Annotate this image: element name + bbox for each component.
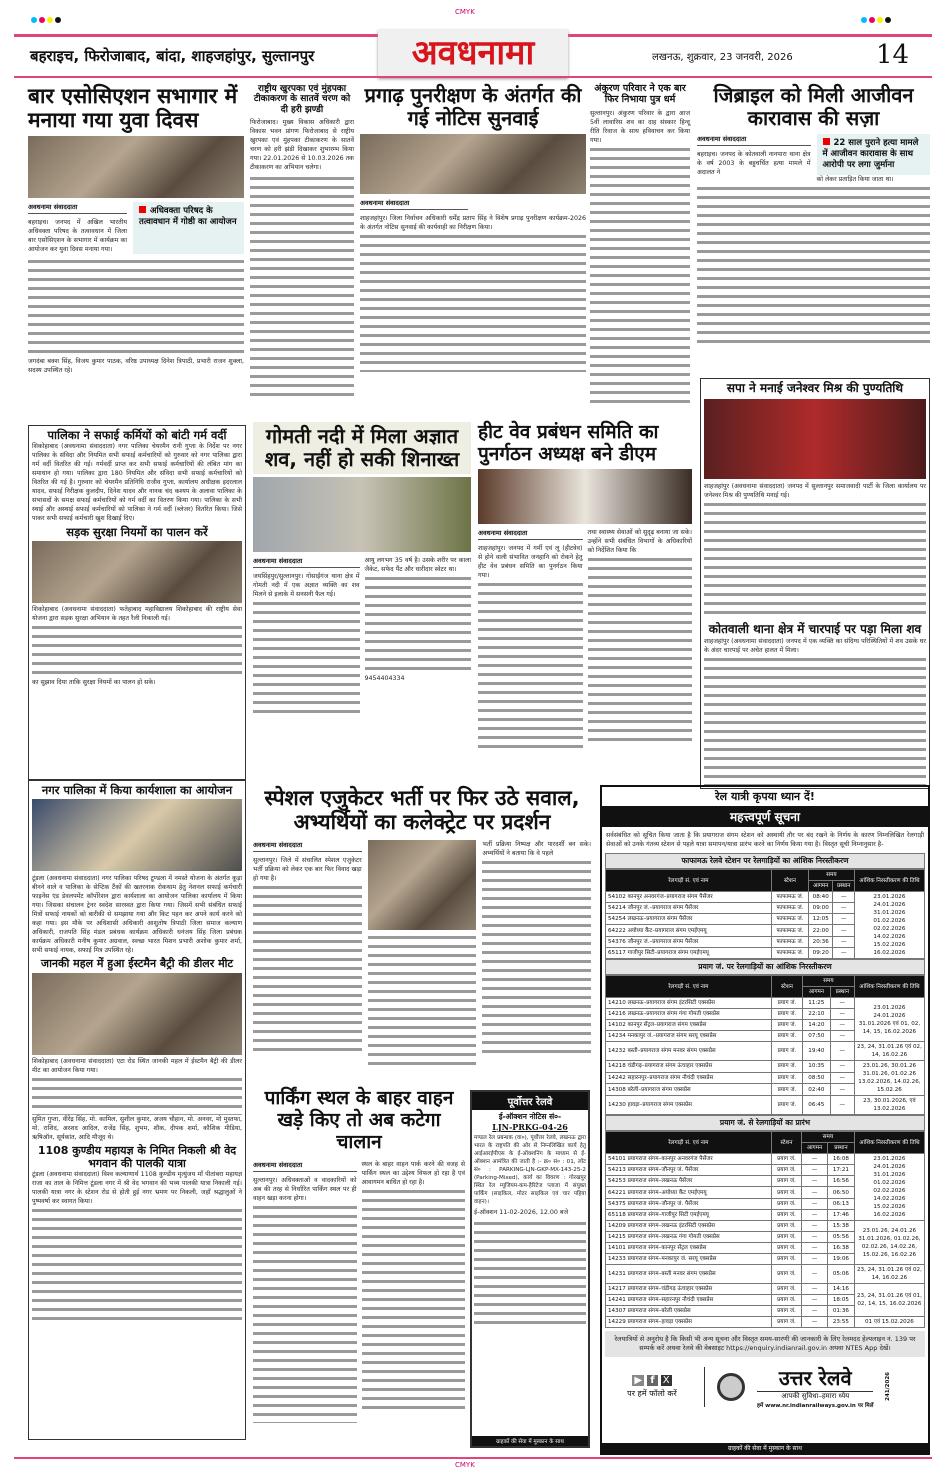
- article-lead: शाहजहांपुर। जिला निर्वाचन अधिकारी धर्मेंद्र प्रताप सिंह ने विशेष प्रगाढ़ पुनरीक्षण कार्यक्रम-2026 के अंतर्गत नोटिस सुनवाई की कार्यवाही का निरीक्षण किया।: [360, 215, 586, 231]
- train-name: 14215 प्रयागराज संगम–लखनऊ गंगा गोमती एक्सप्रेस: [606, 1232, 772, 1243]
- departure: 05:06: [827, 1265, 854, 1284]
- ner-date: ई-ऑक्शन 11-02-2026, 12.00 बजे: [474, 1209, 569, 1216]
- headline: सपा ने मनाई जनेश्वर मिश्र की पुण्यतिथि: [726, 381, 904, 395]
- station: फाफामऊ जं.: [771, 914, 808, 925]
- col-date: आंशिक निरस्तीकरण की तिथि: [854, 870, 924, 892]
- departure: —: [830, 1084, 854, 1096]
- train-name: 14231 प्रयागराज संगम–बस्ती मनवर संगम एक्सप्रेस: [606, 1265, 772, 1284]
- article-lead: शाहजहांपुर (अवधनामा संवाददाता) जनपद में एक व्यक्ति का संदिग्ध परिस्थितियों में शव उसके घर के अंदर चारपाई पर अचेत हालत में मिला।: [704, 637, 926, 654]
- article-text: को लेकर प्रताड़ित किया जाता था।: [816, 176, 894, 184]
- station: फाफामऊ जं.: [771, 892, 808, 903]
- table-row: [606, 1096, 925, 1115]
- ner-notice: ई-ऑक्शन नोटिस सं०-: [498, 1112, 562, 1121]
- masthead-logo: [378, 30, 568, 78]
- table-row: [606, 892, 925, 903]
- train-name: 54376 जौनपुर जं.–प्रयागराज संगम पैसेंजर: [606, 936, 772, 947]
- cancel-dates: 01 एवं 15.02.2026: [854, 1317, 924, 1328]
- station: प्रयाग जं.: [771, 1031, 802, 1042]
- article-text: स्थल के बाहर वाहन पार्क करने की वजह से पार्किंग स्थल का उद्देश्य विफल हो रहा है एवं आवागमन बाधित हो रहा है।: [361, 1160, 465, 1186]
- station: प्रयाग जं.: [771, 1221, 801, 1232]
- train-table: [605, 869, 925, 959]
- article-life-sentence: [697, 84, 930, 344]
- headline: स्पेशल एजुकेटर भर्ती पर फिर उठे सवाल, अभ्यर्थियों का कलेक्ट्रेट पर प्रदर्शन: [264, 786, 580, 835]
- facebook-icon[interactable]: f: [647, 1375, 657, 1386]
- ner-title: पूर्वोत्तर रेलवे: [472, 1092, 588, 1110]
- departure: 15:38: [827, 1221, 854, 1232]
- byline: अवधनामा संवाददाता: [28, 202, 127, 214]
- table-row: [606, 1221, 925, 1232]
- color-dots: [860, 8, 892, 27]
- station: प्रयाग जं.: [771, 1254, 801, 1265]
- ner-auction-ad: [470, 1090, 590, 1448]
- train-name: 14308 बरेली–प्रयागराज संगम एक्सप्रेस: [606, 1084, 772, 1096]
- headline: प्रगाढ़ पुनरीक्षण के अंतर्गत की गई नोटिस सुनवाई: [364, 83, 582, 130]
- article-lead: सुल्तानपुर। अंकुरण परिवार के द्वारा आज 5वीं लावारिस शव का दाह संस्कार हिन्दू रीति रिवाज के साथ हविवाचन कर किया गया।: [590, 109, 690, 144]
- article-text: तथा स्वास्थ्य सेवाओं को सुदृढ़ बनाया जा सके। उन्होंने सभी संबंधित विभागों के अधिकारियों को निर्देशित किया कि: [587, 528, 692, 554]
- train-name: 54101 प्रयागराज संगम–कानपुर अनवरगंज पैसेंजर: [606, 1154, 772, 1165]
- col-station: स्टेशन: [771, 1132, 801, 1154]
- tagline: आपकी सुविधा–हमारा ध्येय: [781, 1392, 850, 1400]
- arrival: 22:00: [808, 925, 833, 936]
- arrival: 06:45: [803, 1096, 831, 1115]
- station: प्रयाग जं.: [771, 1020, 802, 1031]
- departure: 19:06: [827, 1254, 854, 1265]
- article-workshop: [28, 780, 246, 1440]
- station: प्रयाग जं.: [771, 1209, 801, 1220]
- departure: —: [830, 1020, 854, 1031]
- table-row: [606, 998, 925, 1009]
- departure: —: [833, 936, 854, 947]
- arrival: —: [802, 1284, 828, 1295]
- station: प्रयाग जं.: [771, 1096, 802, 1115]
- col-departure: प्रस्थान: [830, 987, 854, 998]
- departure: —: [833, 892, 854, 903]
- col-time: समय: [802, 1132, 855, 1143]
- print-mark-top: CMYK: [455, 8, 475, 16]
- arrival: —: [802, 1254, 828, 1265]
- station: प्रयाग जं.: [771, 1154, 801, 1165]
- departure: 06:13: [827, 1198, 854, 1209]
- departure: —: [833, 947, 854, 958]
- departure: —: [830, 1072, 854, 1084]
- table-row: [606, 1265, 925, 1284]
- headline: पालिका ने सफाई कर्मियों को बांटी गर्म वर्दी: [47, 428, 227, 442]
- station: प्रयाग जं.: [771, 1243, 801, 1254]
- table-row: [606, 1042, 925, 1061]
- x-icon[interactable]: X: [662, 1374, 670, 1386]
- phone-number: 9454404334: [364, 675, 405, 682]
- train-name: 14232 बस्ती–प्रयागराज संगम मनवर संगम एक्सप्रेस: [606, 1042, 772, 1061]
- train-name: 54102 कानपुर अनवरगंज–प्रयागराज संगम पैसेंजर: [606, 892, 772, 903]
- departure: 01:36: [827, 1306, 854, 1317]
- follow-text: पर हमें फॉलो करें: [627, 1388, 677, 1398]
- table-row: [606, 1154, 925, 1165]
- train-name: 14209 प्रयागराज संगम–लखनऊ इंटरसिटी एक्सप्रेस: [606, 1221, 772, 1232]
- arrival: —: [802, 1317, 828, 1328]
- train-name: 54253 प्रयागराज संगम–लखनऊ पैसेंजर: [606, 1176, 772, 1187]
- train-name: 14241 प्रयागराज संगम–सहारनपुर नौचंदी एक्सप्रेस: [606, 1295, 772, 1306]
- table-row: [606, 1284, 925, 1295]
- train-name: 14233 प्रयागराज संगम–मनकापुर जं. सरयू एक्सप्रेस: [606, 1254, 772, 1265]
- train-name: 14210 लखनऊ–प्रयागराज संगम इंटरसिटी एक्सप्रेस: [606, 998, 772, 1009]
- col-time: समय: [808, 870, 854, 881]
- train-name: 65117 गाजीपुर सिटी–प्रयागराज संगम एमईएमयू: [606, 947, 772, 958]
- byline: अवधनामा संवाददाता: [253, 556, 360, 568]
- train-name: 14307 प्रयागराज संगम–बरेली एक्सप्रेस: [606, 1306, 772, 1317]
- col-train: रेलगाड़ी सं. एवं नाम: [606, 1132, 772, 1154]
- departure: 16:08: [827, 1154, 854, 1165]
- print-mark-bottom: CMYK: [455, 1461, 475, 1469]
- station: प्रयाग जं.: [771, 1042, 802, 1061]
- station: प्रयाग जं.: [771, 1232, 801, 1243]
- article-lead: बहराइच। जनपद के कोतवाली नानपारा थाना क्षेत्र के वर्ष 2003 के बहुचर्चित हत्या मामले में अदालत ने: [697, 151, 811, 176]
- col-arrival: आगमन: [803, 987, 831, 998]
- article-lead: शिकोहाबाद (अवधनामा संवाददाता) फतेहाबाद महाविद्यालय शिकोहाबाद की राष्ट्रीय सेवा योजना द्वारा सड़क सुरक्षा अभियान के तहत रैली निकाली गई।: [32, 606, 242, 623]
- arrival: 08:40: [808, 892, 833, 903]
- cancel-dates: 23.01.2026 24.01.2026 31.01.2026 01.02.2026 02.02.2026 14.02.2026 15.02.2026 16.02.2026: [854, 1154, 924, 1221]
- table-row: [606, 1317, 925, 1328]
- cancel-dates: 23, 24, 31.01.26 एवं 02, 14, 16.02.26: [854, 1042, 924, 1061]
- station: प्रयाग जं.: [771, 998, 802, 1009]
- train-name: 65118 प्रयागराज संगम–गाजीपुर सिटी एमईएमयू: [606, 1209, 772, 1220]
- article-body: टूंडला (अवधनामा संवाददाता) नगर पालिका परिषद टूण्डला में नमस्ते योजना के अंतर्गत कूड़ा बीनने वाले व पालिका के सेप्टिक टैंकों की खतरनाक रोकथाम हेतु नेशनल सफाई कर्मचारी फाइनेंस एंड डेवलपमेंट कॉर्पोरेशन द्वारा कार्यशाला का आयोजन पालिका कार्यालय में किया गया। जिसका संचालन ट्रेनर स्वदेश सारस्वत द्वारा किया गया। जिसमें सभी संबंधित सफाई मित्रों सफाई नायकों को बारीकी से समझाया गया और किट पहन कर अपने कार्य करने को कहा गया। इस मौके पर अधिशासी अधिकारी आशुतोष त्रिपाठी जिला समाज कल्याण अधिकारी, राजपति सिंह मंडल प्रबंधक कार्यक्रम अधिकारी धनंजय सिंह जिला प्रबंधक कार्यक्रम अधिकारी मनीष कुमार अग्रवाल, स्वच्छ भारत मिशन प्रभारी अशोक कुमार शर्मा, सभी सफाई नायक, सफाई मित्र उपस्थित रहे।: [32, 875, 242, 955]
- color-dots: [30, 8, 62, 27]
- ad-bottom-strip: ग्राहकों की सेवा में मुस्कान के साथ: [602, 1443, 928, 1453]
- station: प्रयाग जं.: [771, 1165, 801, 1176]
- article-lead: शाहजहांपुर। जनपद में गर्मी एवं लू (हीटवेव) से होने वाली संभावित जनहानि को रोकने हेतु हीट वेव प्रबंधन समिति का पुनर्गठन किया गया।: [478, 544, 583, 579]
- station: प्रयाग जं.: [771, 1284, 801, 1295]
- article-tail: सुमित गुप्ता, वीरेंद्र सिंह, मो. कामिल, सुशील कुमार, अजय चौहान, मो. अनवर, मो मुस्तफा, मो. राशिद, अरशद आदिल, राजेंद्र सिंह, शुभम, शौक, दीपक शर्मा, कौशिक मीडिया, ऋषिऑन, सूर्यकांत, आदि मौजूद थे।: [32, 1115, 242, 1141]
- headline: हीट वेव प्रबंधन समिति का पुनर्गठन अध्यक्ष बने डीएम: [478, 421, 659, 465]
- arrival: 19:40: [803, 1042, 831, 1061]
- logo-text: अवधनामा: [411, 33, 535, 73]
- arrival: —: [802, 1187, 828, 1198]
- article-text: भर्ती प्रक्रिया निष्पक्ष और पारदर्शी बन सके। अभ्यर्थियों ने बताया कि वे पहले: [482, 841, 592, 858]
- article-sp-anniversary: [700, 378, 930, 789]
- table-caption: फाफामऊ रेलवे स्टेशन पर रेलगाड़ियों का आंशिक निरस्तीकरण: [605, 853, 925, 869]
- article-tail: आयु लगभग 35 वर्ष है। उसके शरीर पर काला जैकेट, सफेद पैंट और धारीदार स्वेटर था।: [364, 557, 471, 573]
- headline: जानकी महल में हुआ ईस्टमैन बैट्री की डीलर मीट: [40, 957, 234, 971]
- station: प्रयाग जं.: [771, 1187, 801, 1198]
- departure: 16:56: [827, 1176, 854, 1187]
- train-name: 14102 कानपुर सेंट्रल–प्रयागराज संगम एक्सप्रेस: [606, 1020, 772, 1031]
- table-row: [606, 1061, 925, 1073]
- article-lead: जयसिंहपुर/सुल्तानपुर। गोसाईंगंज थाना क्षेत्र में गोमती नदी में एक अज्ञात व्यक्ति का शव मिलने से इलाके में सनसनी फैल गई।: [253, 573, 360, 598]
- station: प्रयाग जं.: [771, 1265, 801, 1284]
- departure: —: [830, 1009, 854, 1020]
- arrival: 09:20: [808, 947, 833, 958]
- cancel-dates: 23, 30.01.2026, एवं 13.02.2026: [854, 1096, 924, 1115]
- departure: 16:38: [827, 1243, 854, 1254]
- departure: 14:16: [827, 1284, 854, 1295]
- photo: [478, 469, 692, 524]
- departure: —: [830, 998, 854, 1009]
- arrival: —: [802, 1198, 828, 1209]
- article-notice-hearing: [360, 84, 586, 372]
- headline: सड़क सुरक्षा नियमों का पालन करें: [66, 525, 208, 540]
- article-ankuran: [590, 84, 690, 403]
- arrival: 14:20: [803, 1020, 831, 1031]
- byline: अवधनामा संवाददाता: [253, 840, 362, 852]
- station: फाफामऊ जं.: [771, 903, 808, 914]
- train-table: [605, 1131, 925, 1328]
- station: प्रयाग जं.: [771, 1198, 801, 1209]
- article-heatwave: [478, 422, 692, 777]
- article-lead: शाहजहांपुर (अवधनामा संवाददाता) जनपद में सुल्तानपुर समाजवादी पार्टी के जिला कार्यालय पर जनेश्वर मिश्र की पुण्यतिथि मनाई गई।: [704, 482, 926, 499]
- train-name: 14216 लखनऊ–प्रयागराज संगम गंगा गोमती एक्सप्रेस: [606, 1009, 772, 1020]
- headline: 1108 कुण्डीय महायज्ञ के निमित निकली श्री वेद भगवान की पालकी यात्रा: [37, 1143, 237, 1170]
- ad-intro: सर्वसंबंधित को सूचित किया जाता है कि प्रयागराज संगम स्टेशन को अस्थायी तौर पर बंद रखने के निर्णय के कारण निम्नलिखित रेलगाड़ी सेवाओं को उनके गंतव्य स्टेशन से पहले यात्रा समापन/यात्रा प्रारंभ करने का निर्णय किया गया है। विस्तृत सूची निम्नानुसार है-: [606, 832, 924, 848]
- headline: गोमती नदी में मिला अज्ञात शव, नहीं हो सकी शिनाख्त: [253, 422, 471, 474]
- train-name: 14242 सहारनपुर–प्रयागराज संगम नौचंदी एक्सप्रेस: [606, 1072, 772, 1084]
- train-table: [605, 975, 925, 1115]
- departure: 05:56: [827, 1232, 854, 1243]
- article-tail: जगदंबा बक्श सिंह, विजय कुमार पाठक, वरिष्ठ उपाध्यक्ष दिनेश त्रिपाठी, प्रभारी राजन शुक्ला, सदस्य उपस्थित रहे।: [28, 358, 244, 375]
- arrival: —: [802, 1209, 828, 1220]
- train-name: 14218 चंडीगढ़–प्रयागराज संगम ऊंचाहार एक्सप्रेस: [606, 1061, 772, 1073]
- departure: 17:46: [827, 1209, 854, 1220]
- headline: जिब्राइल को मिली आजीवन कारावास की सज़ा: [713, 83, 914, 130]
- departure: 17:21: [827, 1165, 854, 1176]
- brand-name: उत्तर रेलवे: [757, 1364, 873, 1392]
- col-arrival: आगमन: [802, 1143, 828, 1154]
- table-caption: प्रयाग जं. पर रेलगाड़ियों का आंशिक निरस्तीकरण: [605, 959, 925, 975]
- arrival: 10:35: [803, 1061, 831, 1073]
- cancel-dates: 23, 24, 31.01.26 एवं 02, 14, 16.02.26: [854, 1265, 924, 1284]
- departure: —: [830, 1096, 854, 1115]
- arrival: —: [802, 1232, 828, 1243]
- col-date: आंशिक निरस्तीकरण की तिथि: [854, 976, 924, 998]
- departure: 06:50: [827, 1187, 854, 1198]
- article-lead: सुल्तानपुर। जिले में संचालित स्पेशल एजुकेटर भर्ती प्रक्रिया को लेकर एक बार फिर विवाद खड़ा हो गया है।: [253, 857, 362, 883]
- sidebar-quote: 22 साल पुराने हत्या मामले में आजीवन कारावास के साथ आरोपी पर लगा जुर्माना: [817, 134, 931, 175]
- byline: अवधनामा संवाददाता: [360, 198, 468, 210]
- col-train: रेलगाड़ी सं. एवं नाम: [606, 976, 772, 998]
- station: फाफामऊ जं.: [771, 947, 808, 958]
- train-name: 14234 मनकापुर जं.–प्रयागराज संगम सरयू एक्सप्रेस: [606, 1031, 772, 1042]
- youtube-icon[interactable]: ▶: [634, 1374, 643, 1386]
- arrival: —: [802, 1154, 828, 1165]
- arrival: —: [802, 1306, 828, 1317]
- ad-banner: रेल यात्री कृपया ध्यान दें!: [715, 790, 815, 803]
- arrival: —: [802, 1176, 828, 1187]
- photo: [368, 840, 477, 930]
- photo: [32, 541, 242, 603]
- ner-body: मण्डल रेल प्रबन्धक (वा०), पूर्वोत्तर रेलवे, लखनऊ द्वारा भारत के राष्ट्रपति की ओर से निम्नलिखित कार्य हेतु आईआरईपीएस के ई-ऑक्शनिंग के माध्यम से ई-ऑक्शन आमंत्रित की जाती है :- क्र० सं० : 01, लॉट सं० : PARKING-LJN-GKP-MX-143-25-2 (Parking-Mixed), कार्य का विवरण : गोरखपुर स्थित रेल म्यूजियम-कम-हैरिटेज प्लाजा में संयुक्त पार्किंग (साइकिल, मोटर साइकिल एवं चार पहिया वाहन)।: [474, 1135, 586, 1205]
- headline: अंकुरण परिवार ने एक बार फिर निभाया पुत्र धर्म: [594, 83, 686, 105]
- headline: नगर पालिका में किया कार्यशाला का आयोजन: [41, 783, 233, 797]
- arrival: 22:10: [803, 1009, 831, 1020]
- headline: पार्किंग स्थल के बाहर वाहन खड़े किए तो अब कटेगा चालान: [264, 1087, 454, 1153]
- col-station: स्टेशन: [771, 976, 802, 998]
- photo: [360, 134, 586, 194]
- arrival: —: [802, 1221, 828, 1232]
- departure: —: [833, 914, 854, 925]
- headline: राष्ट्रीय खुरपका एवं मुंहपका टीकाकरण के सातवें चरण को दी हरी झण्डी: [253, 84, 351, 115]
- arrival: —: [802, 1295, 828, 1306]
- arrival: 09:00: [808, 903, 833, 914]
- article-parking: [253, 1088, 465, 1448]
- article-gomti-body: [253, 422, 471, 777]
- station: फाफामऊ जं.: [771, 936, 808, 947]
- article-uniforms: [28, 425, 246, 780]
- train-name: 54254 लखनऊ–प्रयागराज संगम पैसेंजर: [606, 914, 772, 925]
- arrival: —: [802, 1265, 828, 1284]
- ad-title: महत्त्वपूर्ण सूचना: [602, 806, 928, 827]
- station: प्रयाग जं.: [771, 1295, 801, 1306]
- departure: —: [830, 1031, 854, 1042]
- col-arrival: आगमन: [808, 881, 833, 892]
- dateline: लखनऊ, शुक्रवार, 23 जनवरी, 2026: [652, 52, 793, 63]
- train-name: 14101 प्रयागराज संगम–कानपुर सेंट्रल एक्सप्रेस: [606, 1243, 772, 1254]
- page-number: 14: [876, 40, 910, 70]
- cancel-dates: 23, 24, 31.01.26 एवं 01, 02, 14, 15, 16.02.2026: [854, 1284, 924, 1317]
- photo: [32, 973, 242, 1055]
- arrival: —: [802, 1243, 828, 1254]
- byline: अवधनामा संवाददाता: [478, 528, 583, 540]
- train-name: 64221 प्रयागराज संगम–अयोध्या कैंट एमईएमयू: [606, 1187, 772, 1198]
- article-youth-day: [28, 84, 244, 375]
- byline: अवधनामा संवाददाता: [697, 134, 811, 146]
- station: प्रयाग जं.: [771, 1061, 802, 1073]
- departure: 18:05: [827, 1295, 854, 1306]
- ad-footer-note: रेलयात्रियों से अनुरोध है कि किसी भी अन्य सूचना और विस्तृत समय-सारणी की जानकारी के लिए रेलमदद हेल्पलाइन नं. 139 पर सम्पर्क करें अथवा रेलवे की वेबसाइट https://enquiry.indianrail.gov.in अथवा NTES App देखें।: [605, 1331, 925, 1357]
- col-departure: प्रस्थान: [827, 1143, 854, 1154]
- arrival: 08:50: [803, 1072, 831, 1084]
- station: प्रयाग जं.: [771, 1084, 802, 1096]
- headline: कोतवाली थाना क्षेत्र में चारपाई पर पड़ा मिला शव: [708, 621, 922, 636]
- train-name: 14229 प्रयागराज संगम–हावड़ा एक्सप्रेस: [606, 1317, 772, 1328]
- train-name: 14230 हावड़ा–प्रयागराज संगम एक्सप्रेस: [606, 1096, 772, 1115]
- article-lead: फिरोजाबाद। मुख्य विकास अधिकारी द्वारा विकास भवन प्रांगण फिरोजाबाद से राष्ट्रीय खुरपका एवं मुंहपका टीकाकरण के सातवें चरण को हरी झंडी दिखाकर शुभारम्भ किया गया। 22.01.2026 से 10.03.2026 तक टीकाकरण का अभियान चलेगा।: [250, 119, 355, 172]
- article-tail: का सुझाव दिया ताकि सुरक्षा नियमों का पालन हो सके।: [32, 679, 156, 687]
- train-name: 54214 जौनपुर जं.–प्रयागराज संगम पैसेंजर: [606, 903, 772, 914]
- website: हमें www.nr.indianrailways.gov.in पर मिलें: [757, 1403, 874, 1409]
- cancel-dates: 23.01.2026 24.01.2026 31.01.2026 01.02.2026 02.02.2026 14.02.2026 15.02.2026 16.02.2026: [854, 892, 924, 959]
- article-body: शिकोहाबाद (अवधनामा संवाददाता) नगर पालिका चेयरमैन रानी गुप्ता के निर्देश पर नगर पालिका के संविदा और नियमित सभी सफाई कर्मचारियों को गुरुवार को नगर पालिका द्वारा गर्म वर्दी वितरित की गई। गर्मवर्दी प्राप्त कर सभी सफाई कर्मचारियों की लंबित मांग का समाधान हो गया। पालिका द्वारा 180 नियमित और संविदा सभी सफाई कर्मचारियों को वितरित की गई है। गुरुवार को चेयरमैन प्रतिनिधि राजीव गुप्ता, कार्यालय अधीक्षक इदरलाल यादव, सफाई निरीक्षक कुलदीप, दिनेश यादव और नानक चंद कश्यप के अलावा पालिका के सभासदों के समक्ष सफाई कर्मचारियों को गर्म वर्दी का वितरण किया गया। पालिका के सभी स्थाई और अस्थाई सफाई कर्मचारियों को पालिका ने गर्म वर्दी (ब्लेजर) वितरित किया। जिसे पाकर सभी सफाई कर्मचारी खुश दिखाई दिए।: [32, 443, 242, 523]
- arrival: —: [802, 1165, 828, 1176]
- photo: [32, 799, 242, 871]
- arrival: 12:05: [808, 914, 833, 925]
- station: फाफामऊ जं.: [771, 925, 808, 936]
- col-date: आंशिक निरस्तीकरण की तिथि: [854, 1132, 924, 1154]
- cancel-dates: 23.01.2026 24.01.2026 31.01.2026 एवं 01, 02, 14, 15, 16.02.2026: [854, 998, 924, 1042]
- photo: [28, 136, 244, 198]
- train-name: 14217 प्रयागराज संगम–चंडीगढ़ ऊंचाहार एक्सप्रेस: [606, 1284, 772, 1295]
- cancel-dates: 23.01.26, 30.01.26 31.01.26, 01.02.26 13.02.2026, 14.02.26, 15.02.26: [854, 1061, 924, 1096]
- article-vaccination: [250, 84, 354, 402]
- article-body: टूंडला (अवधनामा संवाददाता) विश्व कल्याणार्थ 1108 कुण्डीय मृत्युंजय माँ पीतांबरा महायज्ञ राजा का ताल के निमित्त टूंडला नगर में श्री वेद भगवान की भव्य पालकी यात्रा निकाली गई। पालकी यात्रा नगर के स्टेशन रोड से होती हुई नगर भ्रमण पर निकली, जहाँ श्रद्धालुओं ने पुष्पवर्षा कर स्वागत किया।: [32, 1171, 242, 1206]
- train-name: 54375 प्रयागराज संगम–जौनपुर जं. पैसेंजर: [606, 1198, 772, 1209]
- station: प्रयाग जं.: [771, 1072, 802, 1084]
- headline: बार एसोसिएशन सभागार में मनाया गया युवा दिवस: [28, 84, 238, 133]
- ner-code: LJN-PRKG-04-26: [492, 1122, 568, 1132]
- ad-code: 241/2026: [885, 1372, 892, 1401]
- edition-regions: बहराइच, फिरोजाबाद, बांदा, शाहजहांपुर, सुल्तानपुर: [30, 47, 315, 65]
- cancel-dates: 23.01.26, 24.01.26 31.01.2026, 01.02.26, 02.02.26, 14.02.26, 15.02.26, 16.02.26: [854, 1221, 924, 1265]
- col-time: समय: [803, 976, 855, 987]
- arrival: 07:50: [803, 1031, 831, 1042]
- article-special-educator: [253, 786, 591, 1081]
- byline: अवधनामा संवाददाता: [253, 1160, 357, 1172]
- photo: [704, 399, 926, 479]
- northern-railway-ad: [600, 785, 930, 1455]
- departure: —: [833, 925, 854, 936]
- photo: [253, 477, 471, 552]
- departure: —: [833, 903, 854, 914]
- station: प्रयाग जं.: [771, 1306, 801, 1317]
- departure: —: [830, 1042, 854, 1061]
- ner-footer: ग्राहकों की सेवा में मुस्कान के साथ: [472, 1436, 588, 1446]
- col-departure: प्रस्थान: [833, 881, 854, 892]
- train-name: 64222 अयोध्या कैंट–प्रयागराज संगम एमईएमयू: [606, 925, 772, 936]
- article-lead: सुल्तानपुर। अधिवक्ताओं व वादकारियों को अब की तरह से निर्धारित पार्किंग स्थल पर ही वाहन खड़ा करना होगा।: [253, 1176, 357, 1202]
- arrival: 20:36: [808, 936, 833, 947]
- sidebar-quote: अधिवक्ता परिषद के तत्वावधान में गोष्ठी का आयोजन: [133, 202, 244, 254]
- station: प्रयाग जं.: [771, 1176, 801, 1187]
- social-icons[interactable]: [612, 1375, 692, 1386]
- departure: —: [830, 1061, 854, 1073]
- table-caption: प्रयाग जं. से रेलगाड़ियों का प्रारंभ: [605, 1115, 925, 1131]
- col-train: रेलगाड़ी सं. एवं नाम: [606, 870, 772, 892]
- railway-emblem-icon: [717, 1373, 745, 1401]
- article-lead: शिकोहाबाद (अवधनामा संवाददाता) एटा रोड स्थित जानकी महल में ईस्टमैन बैट्री की डीलर मीट का आयोजन किया गया।: [32, 1057, 242, 1074]
- arrival: 02:40: [803, 1084, 831, 1096]
- train-name: 54213 प्रयागराज संगम–जौनपुर जं. पैसेंजर: [606, 1165, 772, 1176]
- station: प्रयाग जं.: [771, 1317, 801, 1328]
- arrival: 11:25: [803, 998, 831, 1009]
- station: प्रयाग जं.: [771, 1009, 802, 1020]
- article-lead: बहराइच। जनपद में अखिल भारतीय अधिवक्ता परिषद के तत्वावधान में जिला बार एसोसिएशन के सभागार में कार्यक्रम का आयोजन कर युवा दिवस मनाया गया।: [28, 219, 127, 254]
- col-station: स्टेशन: [771, 870, 808, 892]
- departure: 23:55: [827, 1317, 854, 1328]
